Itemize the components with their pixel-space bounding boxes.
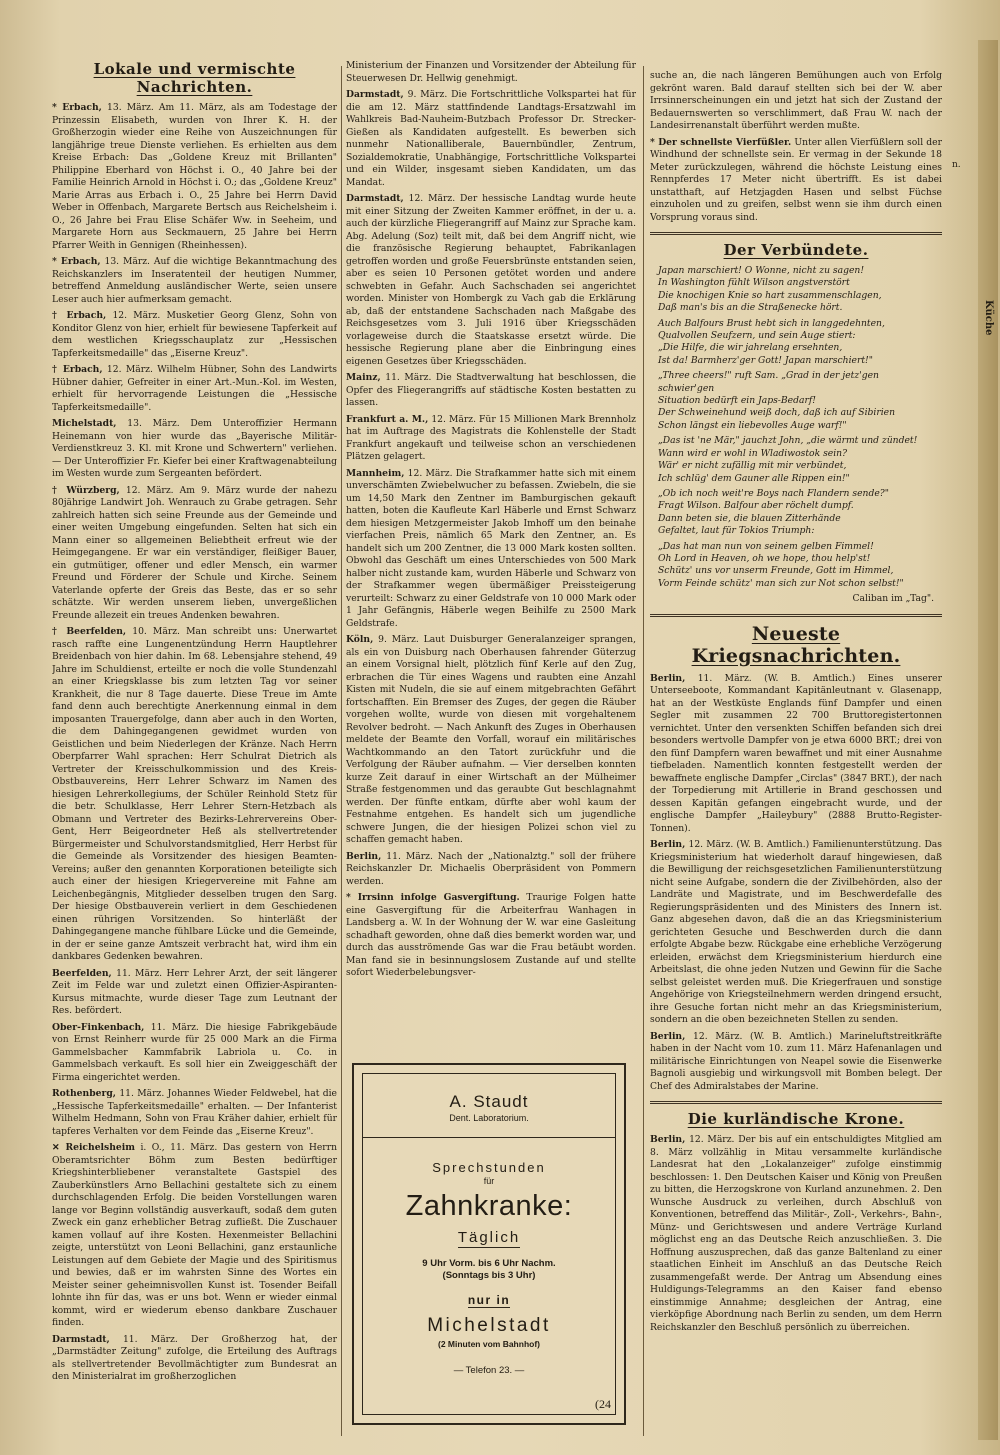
news-dateline: * Erbach, (52, 256, 101, 267)
poem-line: In Washington fühlt Wilson angstverstört (658, 277, 850, 289)
news-item (52, 310, 337, 360)
news-body: 11. März. (W. B. Amtlich.) Eines unserer Unterseeboote, Kommandant Kapitänleutnant v. Glasenapp, hat an der Westküste Englands fünf Dampfer und einen Segler mit zusammen 22 700 Bruttoregistertonnen vernichtet. Unter den versenkten Schiffen befanden sich drei besonders wertvolle Dampfer von je etwa 6000 BRT.; drei von den fünf Dampfern waren bewaffnet und mit einer Ausnahme tiefbeladen. Namentlich konnten festgestellt werden der bewaffnete englische Dampfer „Circlas" (3847 BRT.), der nach der Torpedierung mit Artillerie in Brand geschossen und dessen Kapitän gefangen eingebracht wurde, und der englische Dampfer „Haileybury" (2888 Brutto-Register-Tonnen). (650, 672, 942, 834)
poem-line: „Ob ich noch weit're Boys nach Flandern sende?" (658, 487, 889, 499)
news-item (650, 673, 942, 836)
news-body: 12. März. Wilhelm Hübner, Sohn des Landwirts Hübner dahier, Gefreiter in einer Art.-Mun.-Kol. im Westen, erhielt für hervorragende Leistungen die „Hessische Tapferkeitsmedaille". (52, 364, 337, 413)
poem-line: Wär' er nicht zufällig mit mir verbündet, (658, 460, 847, 472)
news-body: 9. März. Laut Duisburger Generalanzeiger sprangen, als ein von Duisburg nach Oberhausen fahrender Güterzug an einem Vorsignal hielt, plötzlich fünf Kerle auf den Zug, erbrachen die Tür eines Wagens und raubten eine Anzahl Kisten mit Nudeln, die sie auf einem mitgebrachten Gefährt fortschafften. Ein Bremser des Zuges, der gegen die Räuber vorgehen wollte, wurde von diesen mit vorgehaltenem Revolver bedroht. — Nach Ankunft des Zuges in Oberhausen meldete der Beamte den Vorfall, worauf ein militärisches Wachtkommando an den Tatort zurückfuhr und die Verfolgung der Räuber aufnahm. — Vier derselben konnten kurze Zeit darauf in einer Wirtschaft an der Mülheimer Straße festgenommen und das geraubte Gut beschlagnahmt werden. Der fünfte entkam, dürfte aber wohl kaum der Festnahme entgehen. Es handelt sich um jugendliche schwere Jungen, die der hiesigen Polizei schon viel zu schaffen gemacht haben. (346, 634, 636, 845)
news-body: 12. März. Musketier Georg Glenz, Sohn von Konditor Glenz von hier, erhielt für bewiesene Tapferkeit auf dem westlichen Kriegsschauplatz zur „Hessischen Tapferkeitsmedaille" das „Eiserne Kreuz". (52, 310, 337, 359)
margin-fragment: n. (952, 160, 961, 170)
article-list (346, 60, 636, 980)
ad-telephone: — Telefon 23. — (453, 1365, 525, 1376)
news-dateline: * Erbach, (52, 102, 102, 113)
poem-stanza (658, 435, 934, 485)
news-item (650, 1134, 942, 1334)
news-item (52, 626, 337, 964)
section-divider (650, 614, 942, 617)
poem (650, 265, 942, 606)
poem-stanza (658, 370, 934, 432)
poem-line: Vorm Feinde schütz' man sich zur Not schon selbst!" (658, 577, 904, 589)
news-dateline: Köln, (346, 634, 374, 645)
news-body: 9. März. Die Fortschrittliche Volkspartei hat für die am 12. März stattfindende Landtags-Ersatzwahl im Wahlkreis Bad-Nauheim-Butzbach Professor Dr. Strecker-Gießen als Kandidaten aufgestellt. Es bewerben sich nunmehr Nationalliberale, Bauernbündler, Zentrum, Sozialdemokratie, Unabhängige, Fortschrittliche Volkspartei und ein Wilder, insgesamt sieben Kandidaten, um das Mandat. (346, 89, 636, 188)
news-item (52, 418, 337, 481)
ad-divider (363, 1137, 615, 1138)
news-item (346, 372, 636, 410)
news-item (52, 968, 337, 1018)
poem-line: Wann wird er wohl in Wladiwostok sein? (658, 447, 848, 459)
news-body: Traurige Folgen hatte eine Gasvergiftung für die Arbeiterfrau Wanhagen in Landsberg a. W. In der Wohnung der W. war eine Gasleitung schadhaft geworden, ohne daß dies bemerkt worden war, und durch das ausströmende Gas war die Frau betäubt worden. Man fand sie in besinnungslosem Zustande auf und stellte sofort Wiederbelebungsver- (346, 892, 636, 978)
article-list (650, 673, 942, 1094)
news-body: 12. März. Für 15 Millionen Mark Brennholz hat im Auftrage des Magistrats die Kohlenstelle der Stadt Frankfurt angekauft und teilweise schon an verschiedenen Plätzen gelagert. (346, 413, 636, 462)
news-item (52, 1334, 337, 1384)
news-item (346, 468, 636, 631)
poem-line: Die knochigen Knie so hart zusammenschlagen, (658, 289, 882, 301)
poem-line: Ist da! Barmherz'ger Gott! Japan marschiert!" (658, 354, 873, 366)
news-body: 11. März. Die hiesige Fabrikgebäude von Ernst Reinherr wurde für 25 000 Mark an die Firma Gammelsbacher Kammfabrik Labriola u. Co. in Gammelsbach verkauft. Es soll hier ein Zweiggeschäft der Firma eingerichtet werden. (52, 1021, 337, 1083)
news-body: i. O., 11. März. Das gestern von Herrn Oberamtsrichter Böhm zum Besten bedürftiger Kriegshinterbliebener veranstaltete Gastspiel des Zauberkünstlers Arno Bellachini gestaltete sich zu einem durchschlagenden Erfolg. Die beiden Vorstellungen waren lange vor Beginn vollständig ausverkauft, sodaß dem guten Zweck ein ganz erheblicher Betrag zufließt. Die Zuschauer kamen vollauf auf ihre Kosten. Hexenmeister Bellachini zeigte, unterstützt von Leoni Bellachini, ganz erstaunliche Leistungen auf dem Gebiete der Magie und des Spiritismus und bewies, daß er im wahrsten Sinne des Wortes ein Meister seiner geheimnisvollen Kunst ist. Tosender Beifall lohnte ihn für das, was er uns bot. Wenn er wieder einmal kommt, wird er wiederum ebenso dankbare Zuschauer finden. (52, 1142, 337, 1328)
section-heading-war-news: Neueste Kriegsnachrichten. (691, 622, 901, 667)
news-body: 11. März. Nach der „Nationalztg." soll der frühere Reichskanzler Dr. Michaelis Oberpräsident von Pommern werden. (346, 850, 636, 887)
news-item (346, 60, 636, 85)
poem-line: „Die Hilfe, die wir jahrelang ersehnten, (658, 342, 843, 354)
news-item (52, 485, 337, 623)
poem-line: Schon längst ein liebevolles Auge warf!" (658, 419, 847, 431)
news-body: Ministerium der Finanzen und Vorsitzender der Abteilung für Steuerwesen Dr. Hellwig genehmigt. (346, 60, 636, 84)
news-dateline: Ober-Finkenbach, (52, 1021, 145, 1033)
news-dateline: Berlin, (650, 1030, 686, 1042)
news-item (52, 1142, 337, 1330)
news-body: 12. März. Der bis auf ein entschuldigtes Mitglied am 8. März vollzählig in Mitau versammelte kurländische Landesrat hat den „Lokalanzeiger" zufolge einstimmig beschlossen: 1. Den Deutschen Kaiser und König von Preußen zu bitten, die Herzogskrone von Kurland anzunehmen. 2. Den Wunsche Ausdruck zu verleihen, durch Abschluß von Konventionen, betreffend das Militär-, Zoll-, Verkehrs-, Bahn-, Münz- und Gerichtswesen und andere Verträge Kurland möglichst eng an das Deutsche Reich anzuschließen. 3. Die Hoffnung auszusprechen, daß das ganze Baltenland zu einer staatlichen Einheit im Anschluß an das Deutsche Reich zusammengefaßt werde. Der Antrag um Absendung eines Huldigungs-Telegramms an den Kaiser fand ebenso einstimmige Annahme; desgleichen der Antrag, eine vierköpfige Abordnung nach Berlin zu senden, um dem Herrn Reichskanzler den Beschluß persönlich zu überreichen. (650, 1134, 942, 1333)
poem-attribution: Caliban im „Tag". (852, 593, 934, 605)
news-dateline: Rothenberg, (52, 1088, 116, 1099)
news-dateline: * Irrsinn infolge Gasvergiftung. (346, 892, 520, 903)
news-item (52, 1088, 337, 1138)
poem-line: „Das ist 'ne Mär," jauchzt John, „die wärmt und zündet! (658, 435, 918, 447)
news-item (52, 102, 337, 252)
news-dateline: Michelstadt, (52, 418, 117, 429)
column-rule (643, 66, 644, 1436)
poem-line: Oh Lord in Heaven, oh we hope, thou help'st! (658, 552, 871, 564)
news-dateline: Darmstadt, (346, 193, 404, 204)
news-item (346, 634, 636, 847)
ad-office-hours-title: Sprechstunden (432, 1160, 546, 1175)
news-item (346, 892, 636, 980)
poem-heading: Der Verbündete. (723, 241, 869, 259)
news-body: 13. März. Am 11. März, als am Todestage der Prinzessin Elisabeth, wurden von Ihrer K. H. der Großherzogin wieder eine Reihe von Auszeichnungen für langjährige treue Dienste verliehen. Es erhielten aus dem Kreise Erbach: Das „Goldene Kreuz mit Brillanten" Philippine Eberhard von Höchst i. O., 40 Jahre bei der Familie Heinrich Arnold in Höchst i. O.; das „Goldene Kreuz" Marie Arras aus Erbach i. O., 25 Jahre bei Herrn David Weber in Offenbach, Margarete Bertsch aus Reichelsheim i. O., 26 Jahre bei Frau Elise Schäfer Ww. in Seeheim, und Margarete Horn aus Seckmauern, 25 Jahre bei Herrn Pfarrer Weith in Gennigen (Rheinhessen). (52, 102, 337, 251)
poem-line: Auch Balfours Brust hebt sich in langgedehnten, (658, 317, 885, 329)
next-page-edge (978, 40, 998, 1440)
news-body: 12. März. Am 9. März wurde der nahezu 80jährige Landwirt Joh. Wenrauch zu Grabe getragen. Sehr zahlreich hatten sich seine Freunde aus der Gemeinde und einer weiten Umgebung eingefunden. Selten hat sich ein Mann einer so allgemeinen Beliebtheit erfreut wie der Heimgegangene. Er war ein verständiger, fleißiger Bauer, ein gutmütiger, offener und edler Mensch, ein warmer Freund und Förderer der Schule und Kirche. Seinem Vaterlande opferte der Greis das Beste, das er so sehr schätzte. Wir werden unserem lieben, unvergeßlichen Freunde allezeit ein treues Andenken bewahren. (52, 484, 337, 621)
section-divider (650, 1101, 942, 1104)
news-item (52, 364, 337, 414)
poem-line: Ich schlüg' dem Gauner alle Rippen ein!" (658, 472, 850, 484)
news-body: 12. März. Der hessische Landtag wurde heute mit einer Sitzung der Zweiten Kammer eröffnet, in der u. a. auch der kürzliche Fliegerangriff auf Mainz zur Sprache kam. Abg. Adelung (Soz) teilt mit, daß bei dem Angriff nicht, wie die französische Regierung behauptet, Fabrikanlagen getroffen worden und große Feuersbrünste entstanden seien, aber es seien 10 Personen getötet worden und andere schwebten in Gefahr. Auch Sachschaden sei angerichtet worden. Minister von Hombergk zu Vach gab die Erklärung ab, daß der entstandene Sachschaden nach Maßgabe des Reichsgesetzes vom 3. Juli 1916 über Kriegsschäden vorlageweise durch die Staatskasse ersetzt würde. Die hessische Regierung plane aber die Einbringung eines eigenen Gesetzes über Kriegsschäden. (346, 193, 636, 367)
ad-hours: 9 Uhr Vorm. bis 6 Uhr Nachm. (422, 1258, 556, 1269)
ad-town: Michelstadt (427, 1315, 551, 1336)
column-1 (52, 60, 337, 1440)
news-body: 11. März. Herr Lehrer Arzt, der seit längerer Zeit im Felde war und zuletzt einen Offizier-Aspiranten-Kursus mitmachte, wurde dieser Tage zum Leutnant der Res. befördert. (52, 967, 337, 1016)
news-dateline: Berlin, (650, 672, 686, 684)
news-dateline: Mannheim, (346, 467, 405, 479)
news-dateline: Darmstadt, (346, 89, 404, 100)
news-item (650, 137, 942, 225)
news-item (346, 414, 636, 464)
ad-daily-label: Täglich (457, 1229, 521, 1246)
section-heading-courland-crown: Die kurländische Krone. (687, 1110, 905, 1129)
news-body: 13. März. Dem Unteroffizier Hermann Heinemann von hier wurde das „Bayerische Militär-Verdienstkreuz 3. Kl. mit Krone und Schwertern" verliehen. — Der Unteroffizier Fr. Kiefer bei einer Kraftwagenabteilung im Westen wurde zum Sergeanten befördert. (52, 418, 337, 479)
ad-sunday-hours: (Sonntags bis 3 Uhr) (442, 1270, 536, 1281)
news-body: 12. März. Die Strafkammer hatte sich mit einem unverschämten Zwiebelwucher zu befassen. Zwiebeln, die sie um 14,50 Mark den Zentner im Bamburgischen gekauft hatten, boten die Kaufleute Karl Häberle und Ernst Schwarz dem hiesigen Metzgermeister Jakob Imhoff um den beinahe vierfachen Preis, nämlich 65 Mark den Zentner, an. Es handelt sich um 200 Zentner, die 13 000 Mark kosten sollten. Obwohl das Geschäft um eines Unterschiedes von 500 Mark halber nicht zustande kam, wurden Häberle und Schwarz von der Strafkammer wegen übermäßiger Preissteigerung verurteilt: Schwarz zu einer Geldstrafe von 10 000 Mark oder 1 Jahr Gefängnis, Häberle wegen Beihilfe zu 2500 Mark Geldstrafe. (346, 467, 636, 629)
news-dateline: Berlin, (650, 839, 686, 851)
news-body: Unter allen Vierfüßlern soll der Windhund der schnellste sein. Er vermag in der Sekunde 18 Meter zurückzulegen, während die höchste Leistung eines Rennpferdes 17 Meter nicht übertrifft. Es ist dabei unstatthaft, auf Hetzjagden Hasen und selbst Füchse einzuholen und zu greifen, selbst wenn sie ihm durch einen Vorsprung voraus sind. (650, 136, 942, 223)
poem-line: Der Schweinehund weiß doch, daß ich auf Sibirien (658, 407, 896, 419)
news-dateline: † Erbach, (52, 310, 107, 321)
news-item (52, 1022, 337, 1085)
advertisement-frame (362, 1073, 616, 1415)
poem-line: Schütz' uns vor unserm Freunde, Gott im Himmel, (658, 565, 894, 577)
news-item (650, 1031, 942, 1094)
news-dateline: Mainz, (346, 372, 381, 383)
poem-stanza (658, 265, 934, 315)
poem-line: Dann beten sie, die blauen Zitterhände (658, 512, 841, 524)
news-dateline: Berlin, (650, 1134, 686, 1146)
poem-stanza (658, 488, 934, 538)
news-item (346, 89, 636, 189)
margin-fragment: Küche (983, 300, 994, 336)
section-heading-local-news: Lokale und vermischte Nachrichten. (93, 60, 296, 96)
poem-line: „Three cheers!" ruft Sam. „Grad in der jetz'gen schwier'gen (658, 370, 879, 394)
news-dateline: † Würzberg, (52, 484, 120, 496)
news-dateline: Frankfurt a. M., (346, 413, 429, 425)
news-dateline: Darmstadt, (52, 1333, 110, 1345)
ad-number: (24 (595, 1397, 611, 1411)
news-item (346, 851, 636, 889)
poem-line: Fragt Wilson. Balfour aber röchelt dumpf. (658, 500, 854, 512)
news-body: 13. März. Auf die wichtige Bekanntmachung des Reichskanzlers im Inseratenteil der heutigen Nummer, betreffend Anmeldung ausländischer Werte, seien unsere Leser auch hier aufmerksam gemacht. (52, 256, 337, 305)
news-item (650, 70, 942, 133)
poem-line: Gefaltet, laut für Tokios Triumph: (658, 525, 815, 537)
poem-line: Situation bedürft ein Japs-Bedarf! (658, 395, 816, 407)
news-item (650, 839, 942, 1027)
article-list (52, 102, 337, 1384)
column-rule (341, 66, 342, 1436)
news-body: 12. März. (W. B. Amtlich.) Marineluftstreitkräfte haben in der Nacht vom 10. zum 11. März Hafenanlagen und militärische Einrichtungen von Neapel sowie die Eisenwerke Bagnoli ausgiebig und wirkungsvoll mit Bomben belegt. Der Chef des Admiralstabes der Marine. (650, 1030, 942, 1092)
section-divider (650, 232, 942, 235)
poem-line: Qualvollen Seufzern, und sein Auge stiert: (658, 330, 856, 342)
poem-stanza (658, 541, 934, 591)
news-body: 11. März. Johannes Wieder Feldwebel, hat die „Hessische Tapferkeitsmedaille" erhalten. — Der Infanterist Wilhelm Hedmann, Sohn von Frau Kräher dahier, erhielt für tapferes Verhalten vor dem Feinde das „Eiserne Kreuz". (52, 1088, 337, 1137)
news-item (346, 193, 636, 368)
news-dateline: † Erbach, (52, 364, 103, 375)
news-dateline: Beerfelden, (52, 967, 112, 979)
ad-business-type: Dent. Laboratorium. (449, 1113, 529, 1123)
poem-line: Daß man's bis an die Straßenecke hört. (658, 302, 843, 314)
news-body: 12. März. (W. B. Amtlich.) Familienunterstützung. Das Kriegsministerium hat wiederholt darauf hingewiesen, daß die Bewilligung der reichsgesetzlichen Familienunterstützung nicht seine Aufgabe, sondern die der Zivilbehörden, also der Landräte und Magistrate, und im Beschwerdefalle des Regierungspräsidenten und des Ministers des Innern ist. Ganz abgesehen davon, daß die an das Kriegsministerium gerichteten Gesuche und Beschwerden durch die dann erfolgte Abgabe bezw. Rückgabe eine erhebliche Verzögerung erleiden, erwächst dem Kriegsministerium hierdurch eine Arbeitslast, die ohne jeden Nutzen und Gewinn für die Sache selbst geleistet werden muß. Die Kriegerfrauen und sonstige Angehörige von Kriegsteilnehmern werden dringend ersucht, ihre Gesuche fortan nicht mehr an das Kriegsministerium, sondern an die oben bezeichneten Stellen zu senden. (650, 839, 942, 1026)
news-dateline: * Der schnellste Vierfüßler. (650, 136, 792, 148)
dental-advertisement (352, 1063, 626, 1425)
column-3 (650, 70, 942, 1440)
news-item (52, 256, 337, 306)
ad-distance: (2 Minuten vom Bahnhof) (438, 1339, 540, 1349)
article-list (650, 70, 942, 224)
news-body: suche an, die nach längeren Bemühungen auch von Erfolg gekrönt waren. Bald darauf stellten sich bei der W. aber Irrsinnerscheinungen ein und jetzt hat sich der Zustand der Bedauernswerten so verschlimmert, daß Frau W. nach der Landesirrenanstalt überführt werden mußte. (650, 70, 942, 131)
news-dateline: Berlin, (346, 850, 382, 862)
ad-business-name: A. Staudt (449, 1092, 529, 1111)
poem-line: „Das hat man nun von seinem gelben Fimmel! (658, 540, 874, 552)
news-body: 10. März. Man schreibt uns: Unerwartet rasch raffte eine Lungenentzündung Herrn Hauptlehrer Breidenbach von hier dahin. Im 68. Lebensjahre stehend, 49 Jahre im Schuldienst, erteilte er noch die volle Stundenzahl an einer Kriegsklasse bis zum letzten Tag vor seiner Krankheit, die nur 8 Tage dauerte. Diese Treue im Amte fand denn auch berechtigte Anerkennung einmal in dem imposanten Trauergefolge, dann aber auch in den Worten, die dem Dahingegangenen gewidmet wurden von Geistlichen und beim Niederlegen der Kränze. Nach Herrn Oberpfarrer Wahl sprachen: Herr Schulrat Dietrich als Vertreter der Kreisschulkommission und des Kreis-Obstbauvereins, Herr Lehrer Schwarz im Namen des hiesigen Lehrerkollegiums, der Schüler Reinhold Stetz für die betr. Schulklasse, Herr Lehrer Stern-Hetzbach als Obmann und Vertreter des Bezirks-Lehrervereins Ober-Gent, Herr Beigeordneter Heß als stellvertretender Bürgermeister und Schulvorstandsmitglied, Herr Herbst für die Gemeinde als Vorsitzender des hiesigen Beamten-Vereins; außer den genannten Korporationen beteiligte sich auch einer der hiesigen Kriegervereine mit Fahne am Leichenbegängnis, Mitglieder desselben trugen den Sarg. Der hiesige Obstbauverein verliert in dem Geschiedenen einen rührigen Vorsitzenden. So hinterläßt der Dahingegangene manche fühlbare Lücke und die Gemeinde, in der er seine ganze Amtszeit verbracht hat, wird ihm ein dankbares Gedenken bewahren. (52, 626, 337, 962)
article-list (650, 1134, 942, 1334)
ad-only-in-label: nur in (467, 1293, 511, 1307)
poem-stanza (658, 318, 934, 368)
news-dateline: ✕ Reichelsheim (52, 1142, 135, 1153)
poem-line: Japan marschiert! O Wonne, nicht zu sagen! (658, 265, 865, 276)
ad-headline: Zahnkranke: (405, 1190, 573, 1222)
news-body: 11. März. Die Stadtverwaltung hat beschlossen, die Opfer des Fliegerangriffs auf städtische Kosten bestatten zu lassen. (346, 372, 636, 408)
news-dateline: † Beerfelden, (52, 626, 127, 637)
ad-for-label: für (483, 1176, 495, 1186)
news-body: 11. März. Der Großherzog hat, der „Darmstädter Zeitung" zufolge, die Erteilung des Auftrags als stellvertretender Bevollmächtigter zum Bundesrat an den Ministerialrat im großherzoglichen (52, 1333, 337, 1382)
